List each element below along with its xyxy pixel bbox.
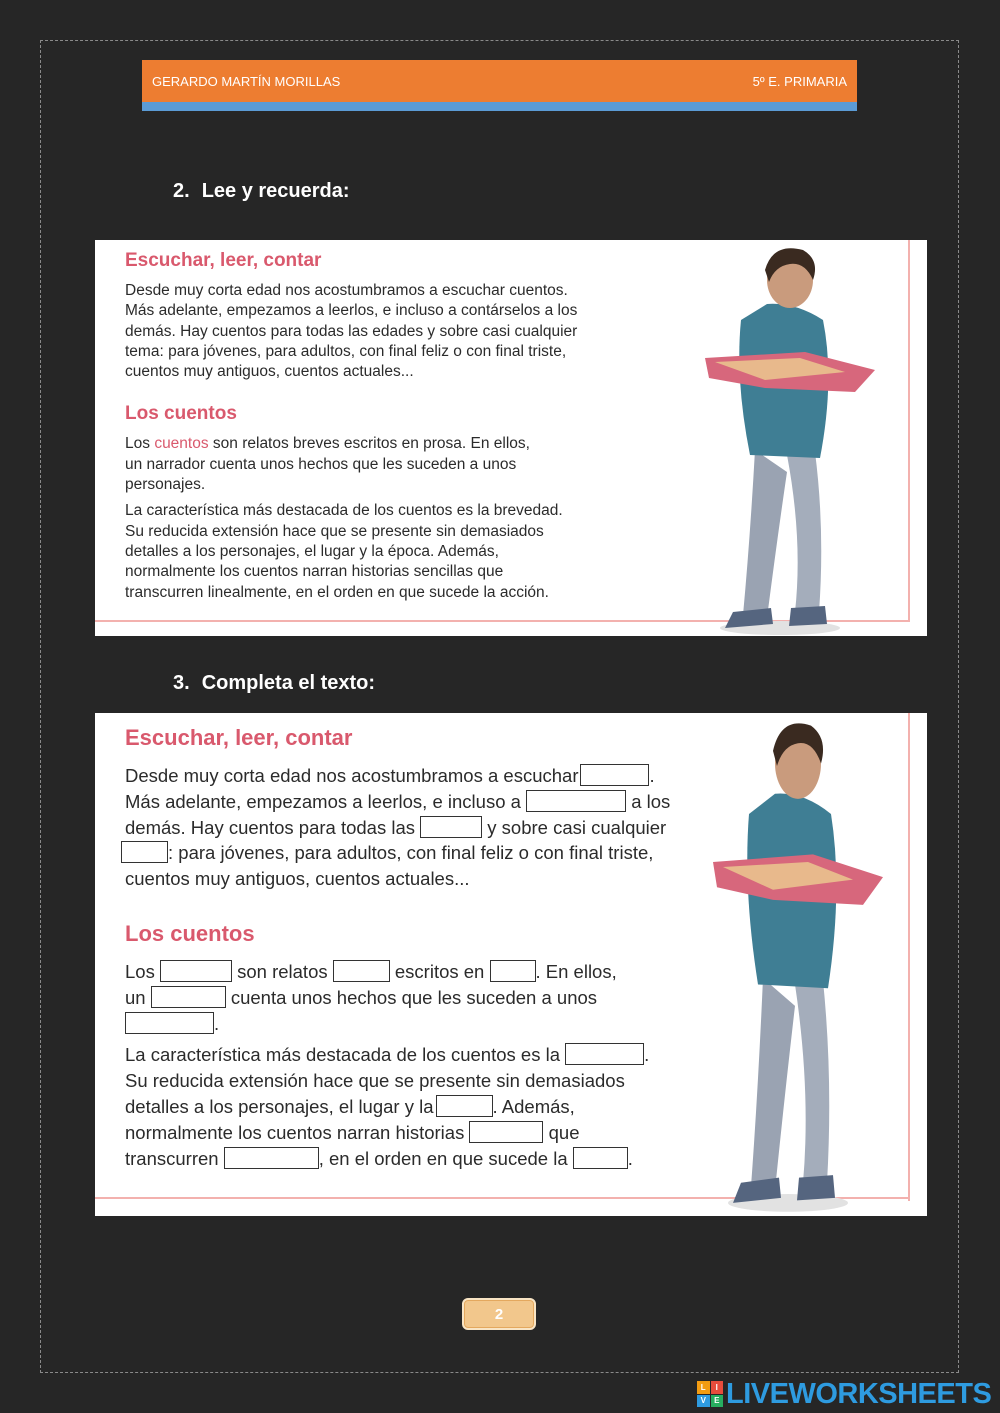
blank-input[interactable] [160,960,232,982]
blank-input[interactable] [224,1147,319,1169]
header-author: GERARDO MARTÍN MORILLAS [152,73,341,89]
liveworksheets-brand[interactable] [697,1378,991,1410]
exercise-paragraph-2: Los son relatos escritos en . En ellos, un cuenta unos hechos que les suceden a unos . [125,960,617,1034]
header-grade: 5º E. PRIMARIA [752,73,847,89]
liveworksheets-logo-icon: L I V E [697,1381,723,1407]
header-stripe [142,102,857,111]
exercise-paragraph-3: La característica más destacada de los cuentos es la . Su reducida extensión hace que se presente sin demasiados detalles a los personajes, el lugar y la . Además, normalmente los cuentos narran historias que transcurren , en el orden en que sucede la . [125,1044,650,1169]
page-header [142,60,857,102]
boy-reading-illustration [703,713,903,1213]
blank-input[interactable] [565,1043,644,1065]
highlight-cuentos: cuentos [154,435,209,453]
reading-paragraph-1: Desde muy corta edad nos acostumbramos a escuchar cuentos. Más adelante, empezamos a leerlos, e incluso a contárselos a los demás. Hay cuentos para todas las edades y sobre casi cualquier tema: para jóvenes, para adultos, con final feliz o con final triste, cuentos muy antiguos, cuentos actuales... [125,282,578,381]
blank-input[interactable] [151,986,226,1008]
reading-card [95,240,927,636]
blank-input[interactable] [580,764,649,786]
exercise-card [95,713,927,1216]
card-border-right [908,713,910,1201]
blank-input[interactable] [469,1121,543,1143]
exercise-title-1: Escuchar, leer, contar [125,725,353,750]
section-2-heading: 2. Lee y recuerda: [173,180,350,202]
blank-input[interactable] [125,1012,214,1034]
page-number-badge: 2 [462,1298,536,1330]
blank-input[interactable] [526,790,626,812]
exercise-title-2: Los cuentos [125,920,255,946]
blank-input[interactable] [121,841,168,863]
exercise-paragraph-1: Desde muy corta edad nos acostumbramos a escuchar . Más adelante, empezamos a leerlos, e incluso a a los demás. Hay cuentos para todas las y sobre casi cualquier : para jóvenes, para adultos, con final feliz o con final triste, cuentos muy antiguos, cuentos actuales... [125,763,670,892]
reading-paragraph-3: La característica más destacada de los cuentos es la brevedad. Su reducida extensión hace que se presente sin demasiados detalles a los personajes, el lugar y la época. Además, normalmente los cuentos narran historias sencillas que transcurren linealmente, en el orden en que sucede la acción. [125,502,563,601]
blank-input[interactable] [573,1147,628,1169]
reading-title-1: Escuchar, leer, contar [125,250,322,271]
section-3-heading: 3. Completa el texto: [173,672,376,694]
blank-input[interactable] [333,960,390,982]
card-border-right [908,240,910,622]
reading-title-2: Los cuentos [125,403,237,425]
reading-paragraph-2: Los cuentos son relatos breves escritos en prosa. En ellos, un narrador cuenta unos hechos que les suceden a unos personajes. [125,435,530,494]
blank-input[interactable] [436,1095,493,1117]
blank-input[interactable] [490,960,536,982]
brand-text: LIVEWORKSHEETS [726,1377,992,1410]
boy-reading-illustration [695,240,895,636]
blank-input[interactable] [420,816,482,838]
